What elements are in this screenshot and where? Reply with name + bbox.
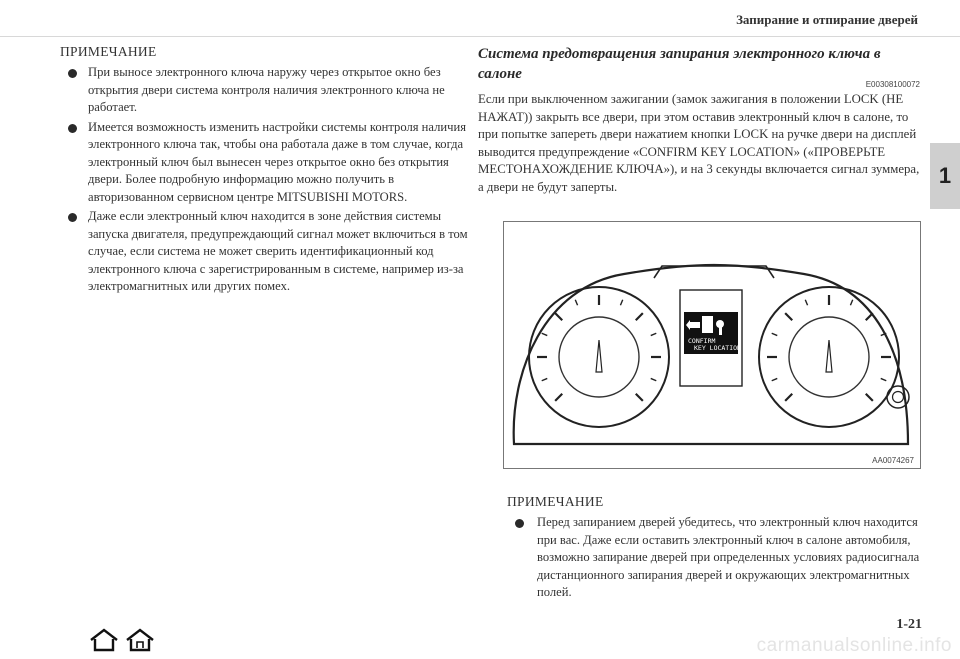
gauge-tick — [785, 313, 792, 320]
chapter-tab[interactable]: 1 — [930, 143, 960, 209]
note-bullet-item — [58, 119, 468, 207]
gauge-tick — [772, 378, 778, 380]
gauge-tick — [542, 333, 548, 335]
section-body: Если при выключенном зажигании (замок зажигания в положении LOCK (НЕ НАЖАТ)) закрыть все двери, при этом оставив электронный ключ в салоне, то при попытке запереть двери нажатием кнопки LOCK на ручке двери на дисплей выводится предупреждение «CONFIRM KEY LOCATION» («ПРОВЕРЬТЕ МЕСТОНАХОЖДЕНИЕ КЛЮЧА»), и на 3 секунды включается сигнал зуммера, а двери не будут заперты. — [478, 92, 920, 194]
gauge-tick — [636, 394, 643, 401]
note-bullet-list — [505, 514, 925, 602]
chapter-home-icon[interactable] — [127, 630, 153, 650]
gauge-tick — [542, 378, 548, 380]
instrument-cluster-figure — [503, 221, 921, 469]
bullet-icon — [68, 69, 77, 78]
home-icons — [88, 628, 160, 652]
note-bullet-item — [58, 208, 468, 296]
note-bullet-item — [58, 64, 468, 117]
page-header-title: Запирание и отпирание дверей — [736, 12, 918, 27]
trip-reset-knob-inner — [893, 392, 904, 403]
note-bullet-text: Даже если электронный ключ находится в зоне действия системы запуска двигателя, предупреждающий сигнал может включиться в том случае, если система не может сверить идентификационный код электронного ключа с зарегистрированным в системе, например из-за электромагнитных или других помех. — [88, 209, 468, 293]
note-bullet-item — [505, 514, 925, 602]
gauge-tick — [555, 394, 562, 401]
gauge-tick — [636, 313, 643, 320]
note-bullet-text: При выносе электронного ключа наружу через открытое окно без открытия двери система контроля наличия электронного ключа не работает. — [88, 65, 445, 114]
gauge-tick — [620, 300, 622, 306]
bullet-icon — [68, 213, 77, 222]
page-number: 1-21 — [896, 617, 922, 632]
gauge-tick — [866, 394, 873, 401]
header-rule — [0, 36, 960, 37]
figure-code: AA0074267 — [872, 456, 914, 465]
section-title: Система предотвращения запирания электронного ключа в салоне — [478, 46, 881, 82]
display-message-line2: KEY LOCATION — [694, 344, 741, 352]
home-icon[interactable] — [91, 630, 117, 650]
left-note — [58, 44, 468, 298]
speedometer-needle — [826, 340, 832, 372]
section-block — [478, 44, 920, 196]
gauge-tick — [850, 300, 852, 306]
note-bullet-text: Перед запиранием дверей убедитесь, что электронный ключ находится при вас. Даже если оставить электронный ключ в салоне автомобиля, возможно запирание дверей при определенных условиях радиосигнала дистанционного запирания дверей и окружающих электромагнитных полей. — [537, 515, 920, 599]
watermark: carmanualsonline.info — [756, 635, 952, 656]
note-bullet-list — [58, 64, 468, 296]
gauge-tick — [866, 313, 873, 320]
gauge-tick — [785, 394, 792, 401]
section-code: E00308100072 — [865, 80, 920, 89]
instrument-cluster-illustration — [504, 222, 922, 470]
gauge-tick — [555, 313, 562, 320]
gauge-tick — [805, 300, 807, 306]
bullet-icon — [515, 519, 524, 528]
gauge-tick — [651, 333, 657, 335]
right-note — [505, 494, 925, 604]
gauge-tick — [772, 333, 778, 335]
gauge-tick — [881, 378, 887, 380]
note-heading: ПРИМЕЧАНИЕ — [507, 494, 604, 509]
home-nav[interactable] — [88, 628, 160, 657]
display-message-line1: CONFIRM — [688, 337, 716, 345]
gauge-tick — [651, 378, 657, 380]
tachometer-needle — [596, 340, 602, 372]
bullet-icon — [68, 124, 77, 133]
gauge-tick — [575, 300, 577, 306]
note-bullet-text: Имеется возможность изменить настройки системы контроля наличия электронного ключа так, чтобы она работала даже в том случае, когда электронный ключ был вынесен через открытое окно без открытия двери. Более подробную информацию можно получить в авторизованном сервисном центре MITSUBISHI MOTORS. — [88, 119, 467, 204]
note-heading: ПРИМЕЧАНИЕ — [60, 44, 157, 59]
